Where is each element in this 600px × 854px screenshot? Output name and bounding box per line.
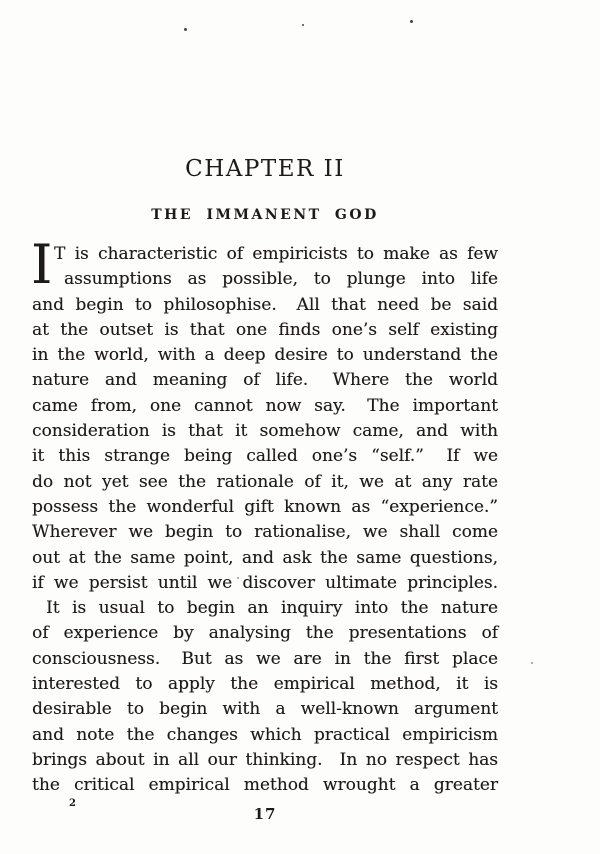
text-line: came from, one cannot now say. The important [32,395,498,416]
text-line: T is characteristic of empiricists to make as few [54,244,498,264]
ink-speck [184,28,187,31]
text-line: desirable to begin with a well-known argument [32,699,498,720]
ink-speck [302,24,304,26]
ink-speck [531,662,533,664]
text-line: out at the same point, and ask the same questions, [32,547,498,568]
text-line: and note the changes which practical empiricism [32,724,498,745]
text-line: It is usual to begin an inquiry into the nature [46,598,498,619]
signature-mark: 2 [69,798,76,809]
text-line: brings about in all our thinking. In no respect has [32,749,498,770]
text-line: it this strange being called one’s “self.” If we [32,446,498,467]
ink-speck [410,20,413,23]
chapter-heading: CHAPTER II [185,156,345,182]
text-line: do not yet see the rationale of it, we at any rate [32,471,498,492]
page-body [31,233,498,799]
text-line: consideration is that it somehow came, and with [32,421,498,442]
text-line: interested to apply the empirical method, it is [32,674,498,695]
text-line: possess the wonderful gift known as “experience.” [32,496,498,517]
paragraph-2 [32,596,498,798]
text-line: Wherever we begin to rationalise, we shall come [32,522,498,543]
text-line: consciousness. But as we are in the first place [32,648,498,669]
text-line: at the outset is that one finds one’s self existing [32,319,498,340]
paragraph-1 [31,233,498,596]
text-line: and begin to philosophise. All that need be said [32,294,498,315]
page-number: 17 [253,805,277,823]
text-line: nature and meaning of life. Where the world [32,370,498,391]
text-line: if we persist until we discover ultimate principles. [32,572,498,593]
text-line: of experience by analysing the presentations of [32,623,498,644]
drop-cap: I [31,233,53,296]
section-title: THE IMMANENT GOD [151,207,379,223]
text-line: assumptions as possible, to plunge into life [64,269,498,290]
text-line: the critical empirical method wrought a greater [32,775,498,796]
text-line: in the world, with a deep desire to understand the [32,345,498,366]
